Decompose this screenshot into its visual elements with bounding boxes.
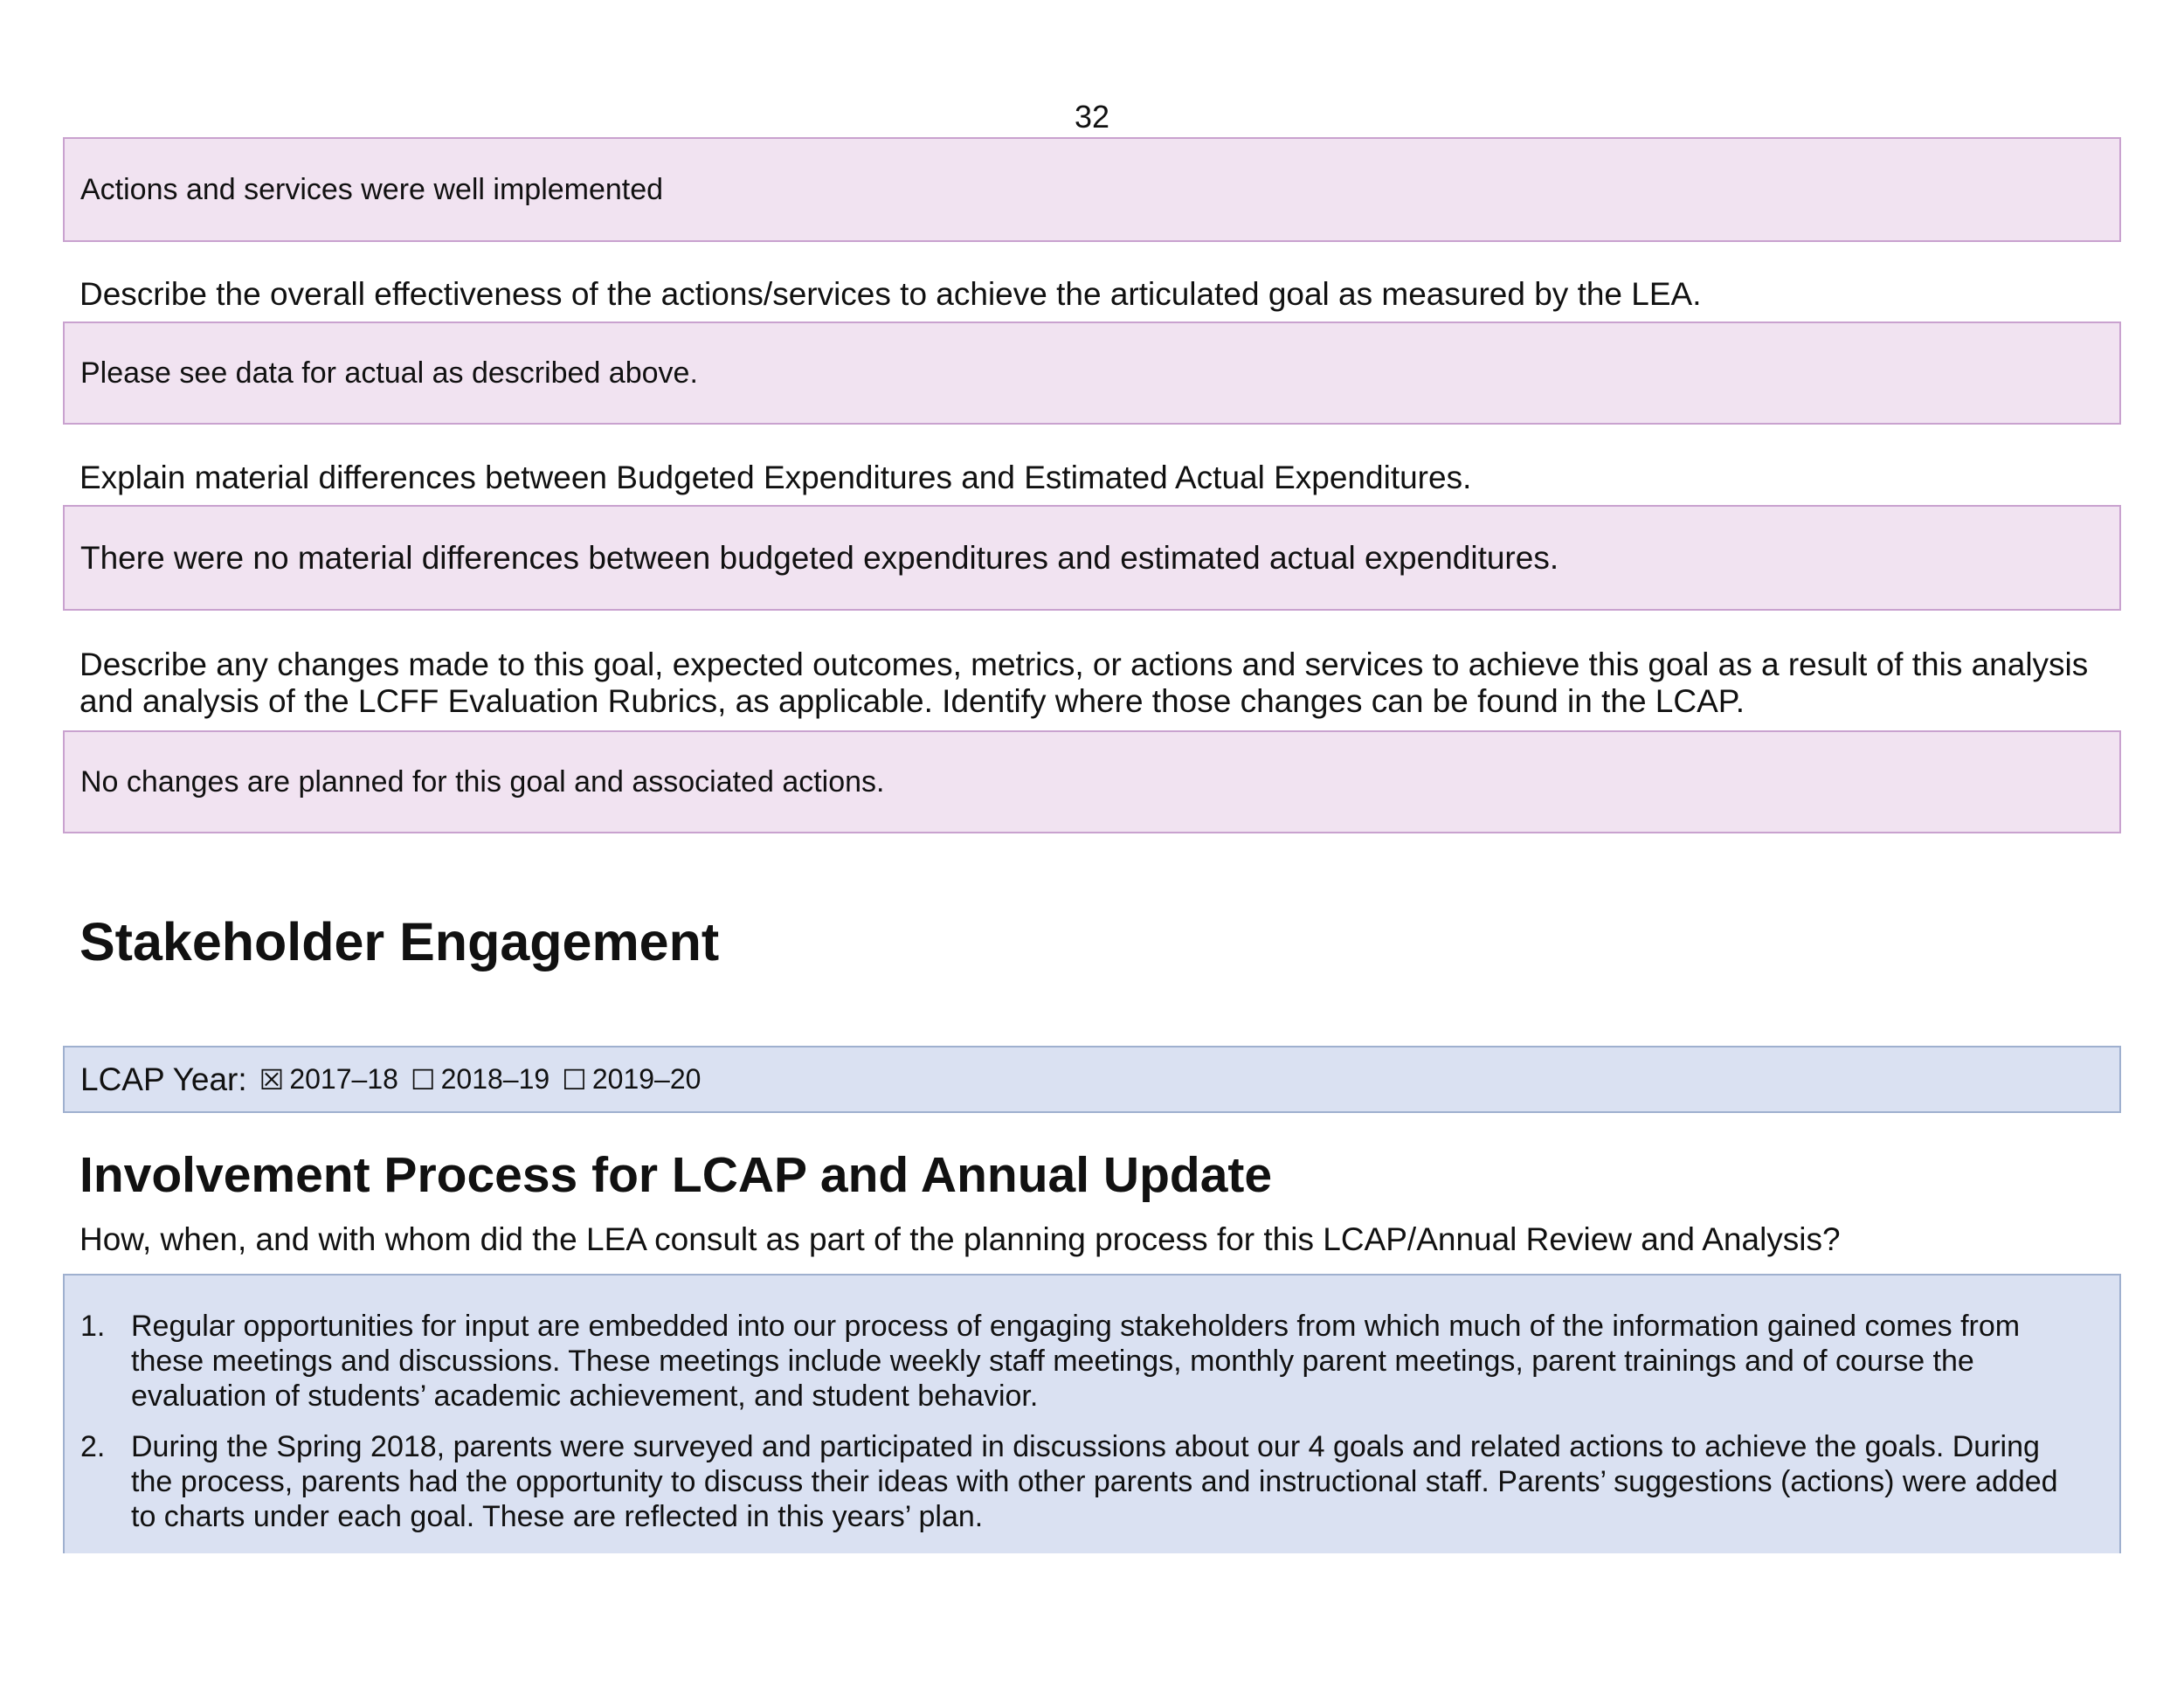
changes-answer-text: No changes are planned for this goal and associated actions. bbox=[80, 765, 885, 799]
implementation-answer-text: Actions and services were well implemented bbox=[80, 173, 664, 206]
empty-checkbox-icon: ☐ bbox=[562, 1063, 587, 1096]
involvement-answer-box bbox=[63, 1274, 2121, 1553]
year-option-2019-20[interactable] bbox=[562, 1063, 701, 1096]
effectiveness-answer-box bbox=[63, 321, 2121, 425]
lcap-year-bar bbox=[63, 1046, 2121, 1113]
effectiveness-prompt: Describe the overall effectiveness of the actions/services to achieve the articulated goal as measured by the LEA. bbox=[79, 276, 1702, 312]
year-option-2018-19[interactable] bbox=[411, 1063, 549, 1096]
involvement-question: How, when, and with whom did the LEA consult as part of the planning process for this LCAP/Annual Review and Analysis? bbox=[79, 1221, 1841, 1257]
list-item-text: Regular opportunities for input are embedded into our process of engaging stakeholders from which much of the information gained comes from these meetings and discussions. These meetings include weekly staff meetings, monthly parent meetings, parent trainings and of course the evaluation of students’ academic achievement, and student behavior. bbox=[131, 1310, 2021, 1413]
list-item-number: 2. bbox=[80, 1430, 106, 1463]
changes-prompt: Describe any changes made to this goal, expected outcomes, metrics, or actions and services to achieve this goal as a result of this analysis and analysis of the LCFF Evaluation Rubrics, as applicable. Identify where those changes can be found in the LCAP. bbox=[79, 646, 2089, 719]
year-label: 2019–20 bbox=[591, 1063, 702, 1095]
effectiveness-answer-text: Please see data for actual as described above. bbox=[80, 356, 698, 390]
list-item bbox=[80, 1429, 2088, 1534]
differences-answer-box bbox=[63, 505, 2121, 611]
involvement-process-heading: Involvement Process for LCAP and Annual Update bbox=[79, 1147, 1273, 1203]
empty-checkbox-icon: ☐ bbox=[410, 1063, 436, 1096]
differences-prompt: Explain material differences between Budgeted Expenditures and Estimated Actual Expenditures. bbox=[79, 460, 1472, 495]
lcap-year-label: LCAP Year: bbox=[80, 1061, 247, 1097]
list-item bbox=[80, 1309, 2088, 1414]
list-item-number: 1. bbox=[80, 1310, 106, 1343]
stakeholder-engagement-heading: Stakeholder Engagement bbox=[79, 912, 720, 971]
differences-answer-text: There were no material differences between budgeted expenditures and estimated actual expenditures. bbox=[80, 539, 1559, 576]
page-number: 32 bbox=[1074, 99, 1110, 135]
year-option-2017-18[interactable] bbox=[259, 1063, 398, 1096]
year-label: 2018–19 bbox=[440, 1063, 550, 1095]
year-label: 2017–18 bbox=[289, 1063, 398, 1095]
implementation-answer-box bbox=[63, 137, 2121, 242]
checked-checkbox-icon: ☒ bbox=[259, 1063, 285, 1096]
changes-answer-box bbox=[63, 730, 2121, 833]
list-item-text: During the Spring 2018, parents were surveyed and participated in discussions about our 4 goals and related actions to achieve the goals. During the process, parents had the opportunity to discuss their ideas with other parents and instructional staff. Parents’ suggestions (actions) were added to charts under each goal. These are reflected in this years’ plan. bbox=[131, 1430, 2058, 1533]
